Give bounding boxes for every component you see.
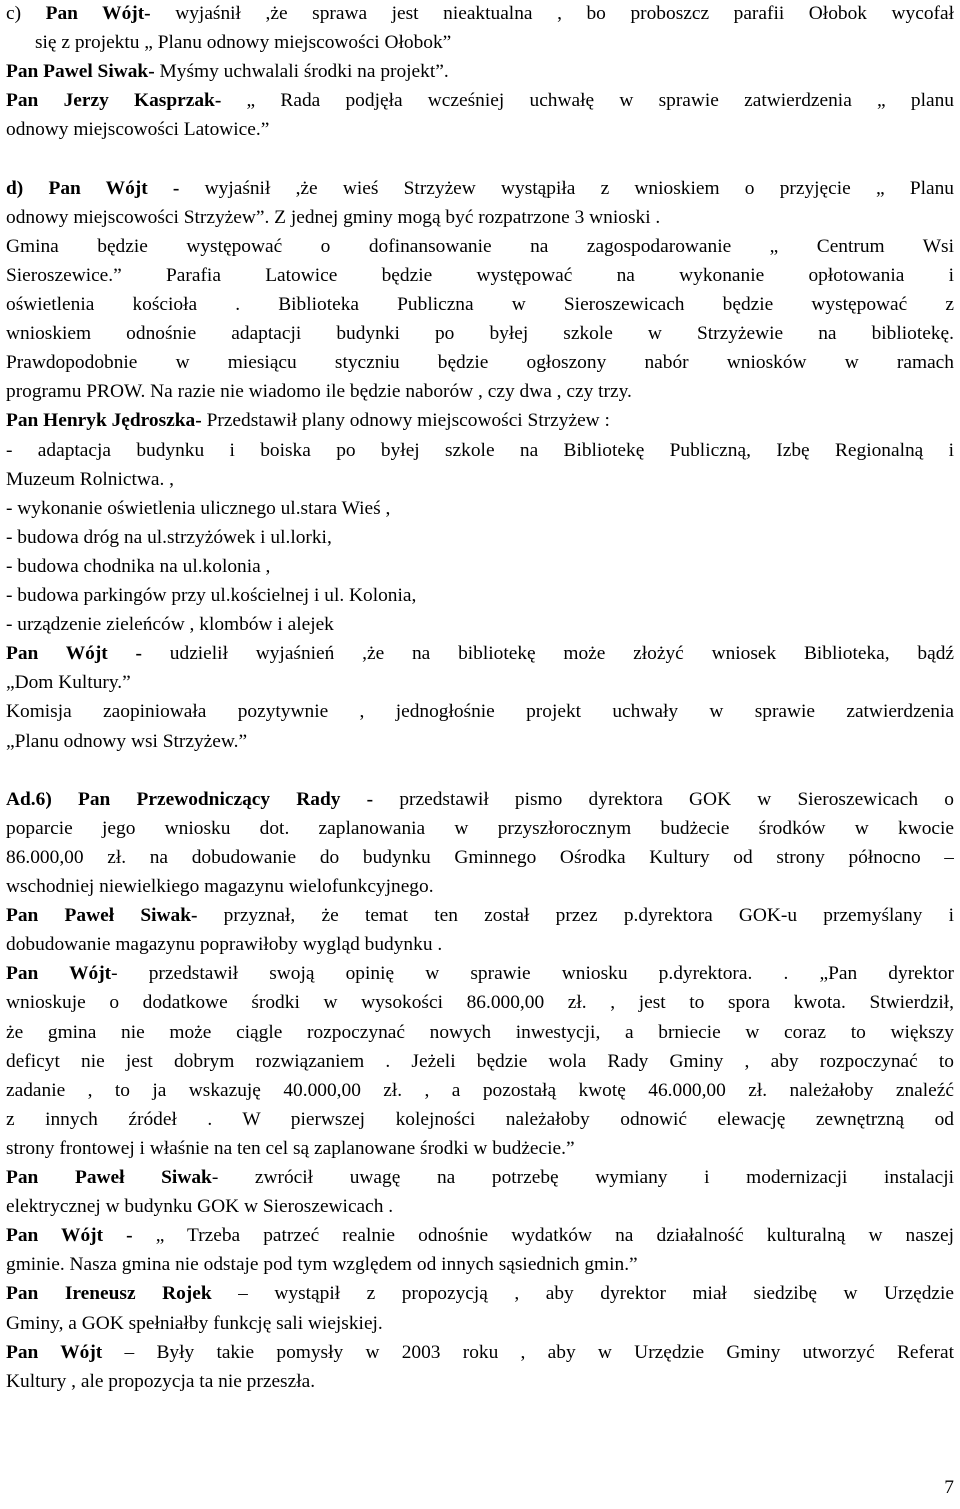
text-run: elektrycznej w budynku GOK w Sieroszewicach . [6,1196,394,1218]
text-line [6,1280,954,1308]
text-line [6,1251,954,1279]
text-line [6,815,954,843]
speaker-label: Pan Ireneusz Rojek [6,1283,212,1305]
text-line [6,495,954,523]
text-run: - wykonanie oświetlenia ulicznego ul.stara Wieś , [6,497,391,519]
text-run: że gmina nie może ciągle rozpoczynać nowych inwestycji, a brniecie w coraz to większy [6,1021,954,1043]
text-run: odnowy miejscowości Strzyżew”. Z jednej gminy mogą być rozpatrzone 3 wnioski . [6,206,661,228]
speaker-label: Pan Jerzy Kasprzak- [6,90,222,112]
text-run: wyjaśnił ,że sprawa jest nieaktualna , bo proboszcz parafii Ołobok wycofał [150,3,954,24]
text-line [6,640,954,668]
text-line [6,1077,954,1105]
text-run: - budowa parkingów przy ul.kościelnej i ul. Kolonia, [6,585,417,606]
text-run: Muzeum Rolnictwa. , [6,468,175,490]
text-run: wyjaśnił ,że wieś Strzyżew wystąpiła z wnioskiem o przyjęcie „ Planu [204,177,954,199]
text-run: „Dom Kultury.” [6,672,131,694]
text-run: dobudowanie magazynu poprawiłoby wygląd budynku . [6,934,443,956]
text-run: – wystąpił z propozycją , aby dyrektor miał siedzibę w Urzędzie [211,1283,954,1305]
text-run: - budowa dróg na ul.strzyżówek i ul.lorki, [6,526,332,548]
text-line [6,1368,954,1396]
text-line [6,698,954,726]
text-line [6,1339,954,1367]
text-run: Przedstawił plany odnowy miejscowości Strzyżew : [201,410,610,432]
page-number: 7 [944,1477,954,1498]
text-line [6,1310,954,1338]
text-line [6,989,954,1017]
text-line [6,1164,954,1192]
text-run: strony frontowej i właśnie na ten cel są zaplanowane środki w budżecie.” [6,1137,575,1159]
text-line [6,262,954,290]
text-line [6,1106,954,1134]
text-line [6,1048,954,1076]
speaker-label: Pan Wójt [6,1341,103,1363]
text-run: gminie. Nasza gmina nie odstaje pod tym względem od innych sąsiednich gmin.” [6,1254,638,1276]
text-line [6,582,954,610]
text-line [6,669,954,697]
text-run: 86.000,00 zł. na dobudowanie do budynku Gminnego Ośrodka Kultury od strony północno – [6,846,954,868]
speaker-label: d) Pan Wójt - [6,177,205,199]
text-run: - zwrócił uwagę na potrzebę wymiany i modernizacji instalacji [211,1167,954,1188]
text-run: - adaptacja budynku i boiska po byłej szkole na Bibliotekę Publiczną, Izbę Regionalną i [6,439,954,461]
text-run: Myśmy uchwalali środki na projekt”. [154,61,449,83]
text-run: przyznał, że temat ten został przez p.dyrektora GOK-u przemyślany i [197,905,954,927]
text-run: Gmina będzie występować o dofinansowanie na zagospodarowanie „ Centrum Wsi [6,235,954,257]
text-run: wnioskuje o dodatkowe środki w wysokości 86.000,00 zł. , jest to spora kwota. Stwierdził, [6,992,954,1014]
text-run: oświetlenia kościoła . Biblioteka Publiczna w Sieroszewicach będzie występować z [6,294,954,315]
text-line [6,58,954,86]
text-line [6,1019,954,1047]
text-run: „ Rada podjęła wcześniej uchwałę w sprawie zatwierdzenia „ planu [221,90,954,112]
text-line [6,466,954,494]
text-line [6,116,954,144]
text-line [6,0,954,28]
text-run: Sieroszewice.” Parafia Latowice będzie występować na wykonanie opłotowania i [6,264,954,286]
text-line [6,524,954,552]
speaker-label: Pan Henryk Jędroszka- [6,410,202,432]
text-line [6,233,954,261]
text-line [6,204,954,232]
text-run: - przedstawił swoją opinię w sprawie wniosku p.dyrektora. . „Pan dyrektor [111,963,954,985]
text-line [6,553,954,581]
text-line [6,437,954,465]
text-line [6,175,954,203]
text-line [6,1222,954,1250]
text-run: udzielił wyjaśnień ,że na bibliotekę może złożyć wniosek Biblioteka, bądź [169,643,954,665]
text-run: przedstawił pismo dyrektora GOK w Sieroszewicach o [399,788,954,810]
text-run: deficyt nie jest dobrym rozwiązaniem . Jeżeli będzie wola Rady Gminy , aby rozpoczynać to [6,1050,954,1072]
text-line [6,291,954,319]
text-run: się z projektu „ Planu odnowy miejscowości Ołobok” [35,32,452,54]
text-run: „Planu odnowy wsi Strzyżew.” [6,730,248,752]
text-run: c) [6,3,46,24]
text-line [35,29,954,57]
text-line [6,786,954,814]
text-run: programu PROW. Na razie nie wiadomo ile będzie naborów , czy dwa , czy trzy. [6,381,632,403]
speaker-label: Pan Paweł Siwak [6,1167,212,1188]
text-line [6,611,954,639]
speaker-label: Pan Wójt- [45,3,151,24]
text-run: „ Trzeba patrzeć realnie odnośnie wydatków na działalność kulturalną w naszej [155,1225,954,1247]
text-run: wnioskiem odnośnie adaptacji budynki po byłej szkole w Strzyżewie na bibliotekę. [6,323,954,345]
speaker-label: Ad.6) Pan Przewodniczący Rady - [6,788,400,810]
text-line [6,87,954,115]
text-run: Komisja zaopiniowała pozytywnie , jednogłośnie projekt uchwały w sprawie zatwierdzenia [6,701,954,723]
text-line [6,378,954,406]
text-run: Kultury , ale propozycja ta nie przeszła. [6,1370,316,1392]
text-line [6,1135,954,1163]
speaker-label: Pan Wójt - [6,643,170,665]
text-line [6,407,954,435]
text-run: poparcie jego wniosku dot. zaplanowania w przyszłorocznym budżecie środków w kwocie [6,817,954,839]
speaker-label: Pan Wójt [6,963,112,985]
text-line [6,873,954,901]
text-line [6,931,954,959]
text-run: Gminy, a GOK spełniałby funkcję sali wiejskiej. [6,1312,383,1334]
text-line [6,960,954,988]
text-run: zadanie , to ja wskazuję 40.000,00 zł. , a pozostałą kwotę 46.000,00 zł. należałoby znaleźć [6,1079,954,1101]
text-run: Prawdopodobnie w miesiącu styczniu będzie ogłoszony nabór wniosków w ramach [6,352,954,374]
text-run: odnowy miejscowości Latowice.” [6,119,270,141]
speaker-label: Pan Wójt - [6,1225,156,1247]
text-line [6,320,954,348]
text-line [6,844,954,872]
text-run: wschodniej niewielkiego magazynu wielofunkcyjnego. [6,876,434,897]
text-line [6,349,954,377]
speaker-label: Pan Paweł Siwak- [6,905,198,927]
text-run: – Były takie pomysły w 2003 roku , aby w Urzędzie Gminy utworzyć Referat [102,1341,954,1363]
text-run: - urządzenie zieleńców , klombów i alejek [6,614,334,636]
speaker-label: Pan Pawel Siwak- [6,61,155,83]
text-run: z innych źródeł . W pierwszej kolejności należałoby odnowić elewację zewnętrzną od [6,1108,954,1130]
text-line [6,902,954,930]
text-line [6,728,954,756]
text-line [6,1193,954,1221]
text-run: - budowa chodnika na ul.kolonia , [6,555,271,577]
